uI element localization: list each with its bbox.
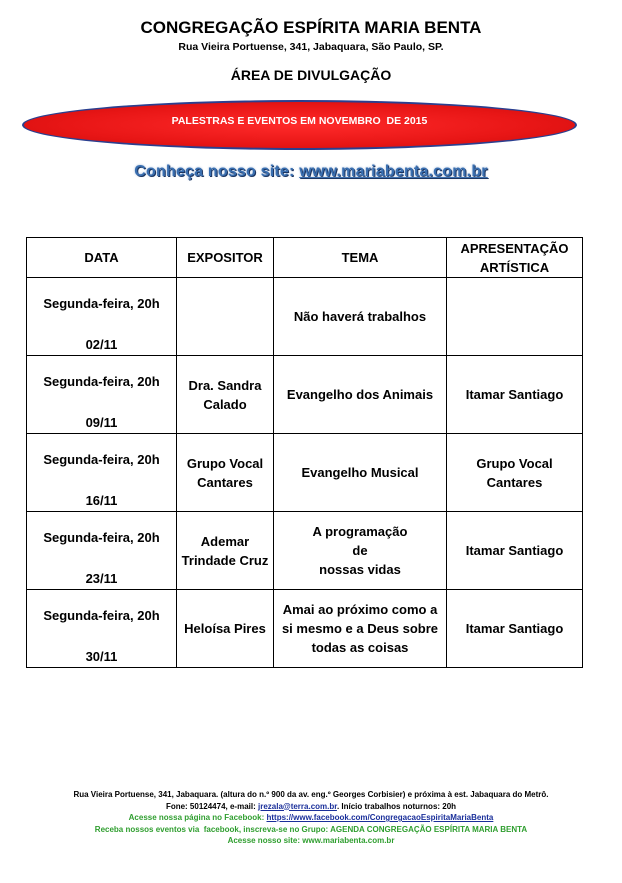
apresentacao-cell: Itamar Santiago bbox=[447, 590, 583, 668]
footer-phone: Fone: 50124474, e-mail: bbox=[165, 801, 258, 811]
table-row bbox=[27, 278, 583, 356]
footer-site: Acesse nosso site: www.mariabenta.com.br bbox=[227, 836, 395, 845]
events-banner-text: PALESTRAS E EVENTOS EM NOVEMBRO DE 2015 bbox=[171, 115, 428, 127]
facebook-label: Acesse nossa página no Facebook: bbox=[128, 813, 267, 822]
column-header-tema: TEMA bbox=[274, 238, 447, 278]
apresentacao-cell bbox=[447, 278, 583, 356]
expositor-cell bbox=[177, 278, 274, 356]
day-label: Segunda-feira, 20h bbox=[43, 530, 160, 545]
day-label: Segunda-feira, 20h bbox=[43, 296, 160, 311]
tema-cell: Evangelho Musical bbox=[274, 434, 447, 512]
date-cell bbox=[27, 590, 177, 668]
table-row bbox=[27, 590, 583, 668]
column-header-apresentacao: APRESENTAÇÃO ARTÍSTICA bbox=[447, 238, 583, 278]
date-label: 09/11 bbox=[85, 415, 118, 430]
expositor-cell: Ademar Trindade Cruz bbox=[177, 512, 274, 590]
tema-cell: Amai ao próximo como a si mesmo e a Deus sobre todas as coisas bbox=[274, 590, 447, 668]
footer-address: Rua Vieira Portuense, 341, Jabaquara. (altura do n.º 900 da av. eng.º Georges Corbisier) e próxima à est. Jabaquara do Metrô. bbox=[73, 790, 549, 799]
footer-schedule: . Início trabalhos noturnos: 20h bbox=[336, 801, 457, 811]
date-label: 16/11 bbox=[85, 493, 118, 508]
tema-cell: Não haverá trabalhos bbox=[274, 278, 447, 356]
date-cell bbox=[27, 512, 177, 590]
date-cell bbox=[27, 356, 177, 434]
column-header-expositor: EXPOSITOR bbox=[177, 238, 274, 278]
tema-cell: Evangelho dos Animais bbox=[274, 356, 447, 434]
date-label: 30/11 bbox=[85, 649, 118, 664]
expositor-cell: Grupo Vocal Cantares bbox=[177, 434, 274, 512]
apresentacao-cell: Itamar Santiago bbox=[447, 512, 583, 590]
date-cell bbox=[27, 434, 177, 512]
date-label: 23/11 bbox=[85, 571, 118, 586]
footer bbox=[0, 789, 622, 847]
date-label: 02/11 bbox=[85, 337, 118, 352]
footer-group: Receba nossos eventos via facebook, inscreva-se no Grupo: AGENDA CONGREGAÇÃO ESPÍRITA MARIA BENTA bbox=[94, 824, 528, 834]
day-label: Segunda-feira, 20h bbox=[43, 374, 160, 389]
table-row bbox=[27, 512, 583, 590]
day-label: Segunda-feira, 20h bbox=[43, 452, 160, 467]
facebook-link[interactable]: https://www.facebook.com/CongregacaoEspiritaMariaBenta bbox=[266, 813, 494, 822]
date-cell bbox=[27, 278, 177, 356]
footer-facebook bbox=[0, 812, 622, 824]
events-table bbox=[26, 237, 583, 668]
table-row bbox=[27, 434, 583, 512]
table-header-row bbox=[27, 238, 583, 278]
expositor-cell: Heloísa Pires bbox=[177, 590, 274, 668]
events-banner bbox=[22, 100, 577, 150]
page-title: CONGREGAÇÃO ESPÍRITA MARIA BENTA bbox=[140, 18, 482, 37]
header-address: Rua Vieira Portuense, 341, Jabaquara, São Paulo, SP. bbox=[178, 41, 444, 53]
site-promo-prefix: Conheça nosso site: bbox=[134, 163, 300, 180]
site-link[interactable]: www.mariabenta.com.br bbox=[299, 163, 488, 180]
expositor-cell: Dra. Sandra Calado bbox=[177, 356, 274, 434]
apresentacao-cell: Grupo Vocal Cantares bbox=[447, 434, 583, 512]
site-promo bbox=[0, 163, 622, 181]
apresentacao-cell: Itamar Santiago bbox=[447, 356, 583, 434]
email-link[interactable]: jrezala@terra.com.br bbox=[257, 801, 337, 811]
table-row bbox=[27, 356, 583, 434]
footer-contact bbox=[0, 801, 622, 813]
section-heading: ÁREA DE DIVULGAÇÃO bbox=[230, 67, 392, 83]
column-header-data: DATA bbox=[27, 238, 177, 278]
tema-cell: A programação de nossas vidas bbox=[274, 512, 447, 590]
day-label: Segunda-feira, 20h bbox=[43, 608, 160, 623]
